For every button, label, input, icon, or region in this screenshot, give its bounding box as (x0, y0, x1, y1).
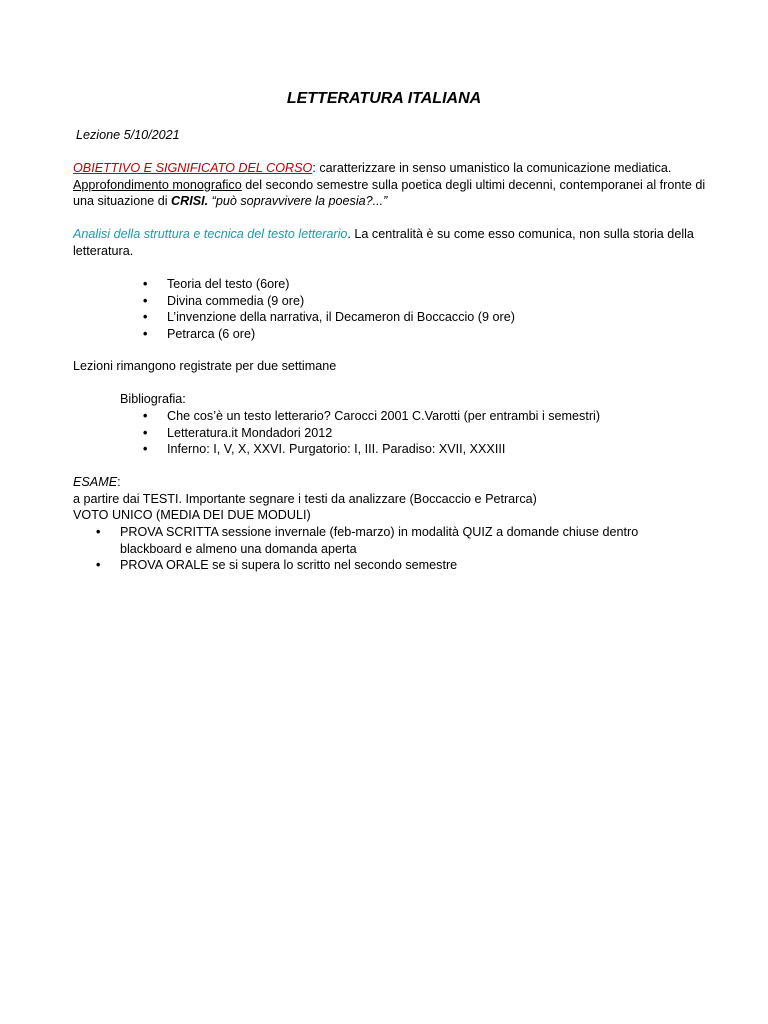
bullet-icon: • (96, 558, 101, 572)
list-item-text: PROVA ORALE se si supera lo scritto nel secondo semestre (120, 558, 458, 572)
bibliography-list (143, 408, 600, 458)
list-item (143, 425, 600, 442)
analysis-label: Analisi della struttura e tecnica del testo letterario (73, 227, 348, 241)
list-item-text: Divina commedia (9 ore) (167, 293, 305, 308)
list-item (143, 309, 515, 326)
bullet-icon: • (143, 293, 148, 308)
objective-colon: : (312, 161, 316, 175)
bullet-icon: • (143, 442, 148, 456)
bullet-icon: • (143, 310, 148, 324)
monograph-text: del secondo semestre sulla poetica degli ultimi decenni, contemporanei al fronte di una situazione di (73, 177, 706, 208)
objective-label: OBIETTIVO E SIGNIFICATO DEL CORSO (73, 161, 313, 175)
exam-colon: : (117, 475, 121, 489)
list-item (143, 293, 515, 310)
recordings-note: Lezioni rimangono registrate per due settimane (73, 359, 337, 373)
list-item (96, 524, 676, 557)
bibliography-title: Bibliografia: (120, 392, 186, 406)
exam-label: ESAME (73, 475, 118, 489)
list-item (143, 408, 600, 425)
exam-line-single-grade: VOTO UNICO (MEDIA DEI DUE MODULI) (73, 508, 311, 522)
list-item (143, 276, 515, 293)
list-item-text: PROVA SCRITTA sessione invernale (feb-marzo) in modalità QUIZ a domande chiuse dentro blackboard e almeno una domanda aperta (120, 525, 639, 556)
lesson-date: Lezione 5/10/2021 (76, 128, 180, 142)
list-item-text: Inferno: I, V, X, XXVI. Purgatorio: I, III. Paradiso: XVII, XXXIII (167, 442, 506, 456)
bullet-icon: • (143, 409, 148, 423)
exam-list (96, 524, 676, 574)
analysis-paragraph (73, 226, 713, 259)
objective-paragraph (73, 160, 713, 210)
exam-line-texts: a partire dai TESTI. Importante segnare i testi da analizzare (Boccaccio e Petrarca) (73, 491, 537, 506)
poetry-quote: “può sopravvivere la poesia?...” (208, 194, 388, 208)
bullet-icon: • (143, 425, 148, 440)
list-item-text: Che cos’è un testo letterario? Carocci 2001 C.Varotti (per entrambi i semestri) (167, 409, 601, 423)
list-item (96, 557, 676, 574)
analysis-text: . La centralità è su come esso comunica, non sulla storia della letteratura. (73, 227, 694, 258)
list-item (143, 441, 600, 458)
list-item-text: Letteratura.it Mondadori 2012 (167, 425, 333, 440)
exam-section (73, 474, 713, 524)
list-item-text: L’invenzione della narrativa, il Decameron di Boccaccio (9 ore) (167, 310, 515, 324)
list-item-text: Petrarca (6 ore) (167, 326, 256, 341)
page-title: LETTERATURA ITALIANA (286, 90, 482, 107)
bullet-icon: • (143, 277, 148, 291)
objective-text: caratterizzare in senso umanistico la comunicazione mediatica. (315, 161, 672, 175)
monograph-label: Approfondimento monografico (73, 177, 242, 192)
list-item-text: Teoria del testo (6ore) (167, 277, 290, 291)
list-item (143, 326, 515, 343)
course-topics-list (143, 276, 515, 342)
bullet-icon: • (143, 326, 148, 341)
bullet-icon: • (96, 525, 101, 539)
crisis-word: CRISI. (171, 194, 209, 208)
